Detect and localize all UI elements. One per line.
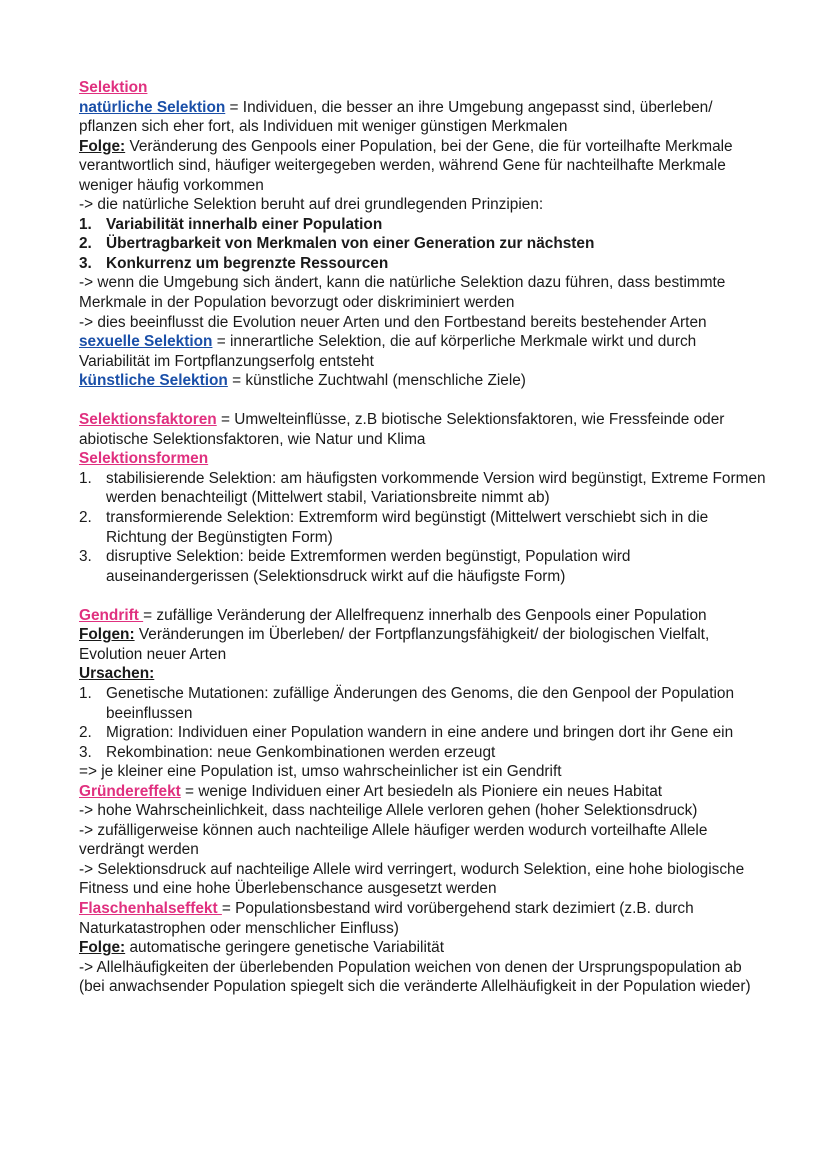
list-item: 2. Übertragbarkeit von Merkmalen von einer Generation zur nächsten: [79, 235, 595, 253]
list-item: 3. Rekombination: neue Genkombinationen werden erzeugt: [79, 743, 496, 761]
term-founder-effect: Gründereffekt: [79, 782, 181, 800]
list-item: 3. disruptive Selektion: beide Extremformen werden begünstigt, Population wird auseinandergerissen (Selektionsdruck wirkt auf die häufigste Form): [79, 548, 631, 585]
list-item: 3. Konkurrenz um begrenzte Ressourcen: [79, 254, 389, 272]
heading-selektionsformen: Selektionsformen: [79, 450, 209, 468]
term-natural-selection: natürliche Selektion: [79, 98, 226, 116]
selection-factors-definition: Selektionsfaktoren = Umwelteinflüsse, z.B biotische Selektionsfaktoren, wie Fressfeinde oder abiotische Selektionsfaktoren, wie Natur und Klima: [79, 411, 725, 448]
term-bottleneck-effect: Flaschenhalseffekt: [79, 899, 222, 917]
principles-intro: -> die natürliche Selektion beruht auf drei grundlegenden Prinzipien:: [79, 196, 544, 214]
gendrift-consequences: Folgen: Veränderungen im Überleben/ der Fortpflanzungsfähigkeit/ der biologischen Vielfalt, Evolution neuer Arten: [79, 626, 710, 663]
list-item: 1. Variabilität innerhalb einer Population: [79, 215, 383, 233]
gendrift-definition: Gendrift = zufällige Veränderung der Allelfrequenz innerhalb des Genpools einer Population: [79, 606, 707, 624]
gendrift-conclusion: => je kleiner eine Population ist, umso wahrscheinlicher ist ein Gendrift: [79, 763, 562, 781]
heading-ursachen: Ursachen:: [79, 665, 155, 683]
natural-selection-definition: natürliche Selektion = Individuen, die besser an ihre Umgebung angepasst sind, überleben/ pflanzen sich eher fort, als Individuen mit weniger günstigen Merkmalen: [79, 98, 713, 136]
selection-forms-list: [79, 469, 769, 586]
spacer: [79, 586, 769, 606]
founder-effect-definition: Gründereffekt = wenige Individuen einer Art besiedeln als Pioniere ein neues Habitat: [79, 782, 663, 800]
list-item: 2. transformierende Selektion: Extremform wird begünstigt (Mittelwert verschiebt sich in die Richtung der Begünstigten Form): [79, 509, 709, 546]
note-evolution: -> dies beeinflusst die Evolution neuer Arten und den Fortbestand bereits bestehender Arten: [79, 313, 707, 331]
document-page: [79, 78, 769, 997]
founder-note: -> zufälligerweise können auch nachteilige Allele häufiger werden wodurch vorteilhafte Allele verdrängt werden: [79, 821, 708, 859]
founder-note: -> hohe Wahrscheinlichkeit, dass nachteilige Allele verloren gehen (hoher Selektionsdruck): [79, 802, 698, 820]
term-selection-factors: Selektionsfaktoren: [79, 411, 217, 429]
heading-selektion: Selektion: [79, 79, 148, 96]
term-artificial-selection: künstliche Selektion: [79, 372, 228, 390]
principles-list: [79, 215, 769, 274]
note-environment-change: -> wenn die Umgebung sich ändert, kann die natürliche Selektion dazu führen, dass bestimmte Merkmale in der Population bevorzugt oder diskriminiert werden: [79, 274, 726, 312]
bottleneck-effect-definition: Flaschenhalseffekt = Populationsbestand wird vorübergehend stark dezimiert (z.B. durch Naturkatastrophen oder menschlicher Einfluss): [79, 899, 694, 937]
term-sexual-selection: sexuelle Selektion: [79, 333, 213, 351]
sexual-selection-definition: sexuelle Selektion = innerartliche Selektion, die auf körperliche Merkmale wirkt und durch Variabilität im Fortpflanzungserfolg entsteht: [79, 333, 697, 370]
causes-list: [79, 684, 769, 762]
list-item: 1. Genetische Mutationen: zufällige Änderungen des Genoms, die den Genpool der Population beeinflussen: [79, 684, 735, 722]
label-folge: Folge:: [79, 137, 126, 155]
label-folge: Folge:: [79, 939, 126, 957]
list-item: 2. Migration: Individuen einer Population wandern in eine andere und bringen dort ihr Gene ein: [79, 724, 734, 742]
natural-selection-consequence: Folge: Veränderung des Genpools einer Population, bei der Gene, die für vorteilhafte Merkmale verantwortlich sind, häufiger weitergegeben werden, während Gene für nachteilhafte Merkmale weniger häufig vorkommen: [79, 137, 733, 194]
list-item: 1. stabilisierende Selektion: am häufigsten vorkommende Version wird begünstigt, Extreme Formen werden benachteiligt (Mittelwert stabil, Variationsbreite nimmt ab): [79, 469, 766, 507]
label-folgen: Folgen:: [79, 626, 135, 644]
bottleneck-note: -> Allelhäufigkeiten der überlebenden Population weichen von denen der Ursprungspopulation ab (bei anwachsender Population spiegelt sich die veränderte Allelhäufigkeit in der Population wieder): [79, 958, 751, 996]
term-gendrift: Gendrift: [79, 606, 144, 624]
founder-note: -> Selektionsdruck auf nachteilige Allele wird verringert, wodurch Selektion, eine hohe biologische Fitness und eine hohe Überlebenschance ausgesetzt werden: [79, 860, 745, 898]
spacer: [79, 391, 769, 411]
artificial-selection-definition: künstliche Selektion = künstliche Zuchtwahl (menschliche Ziele): [79, 372, 526, 390]
bottleneck-consequence: Folge: automatische geringere genetische Variabilität: [79, 939, 445, 957]
